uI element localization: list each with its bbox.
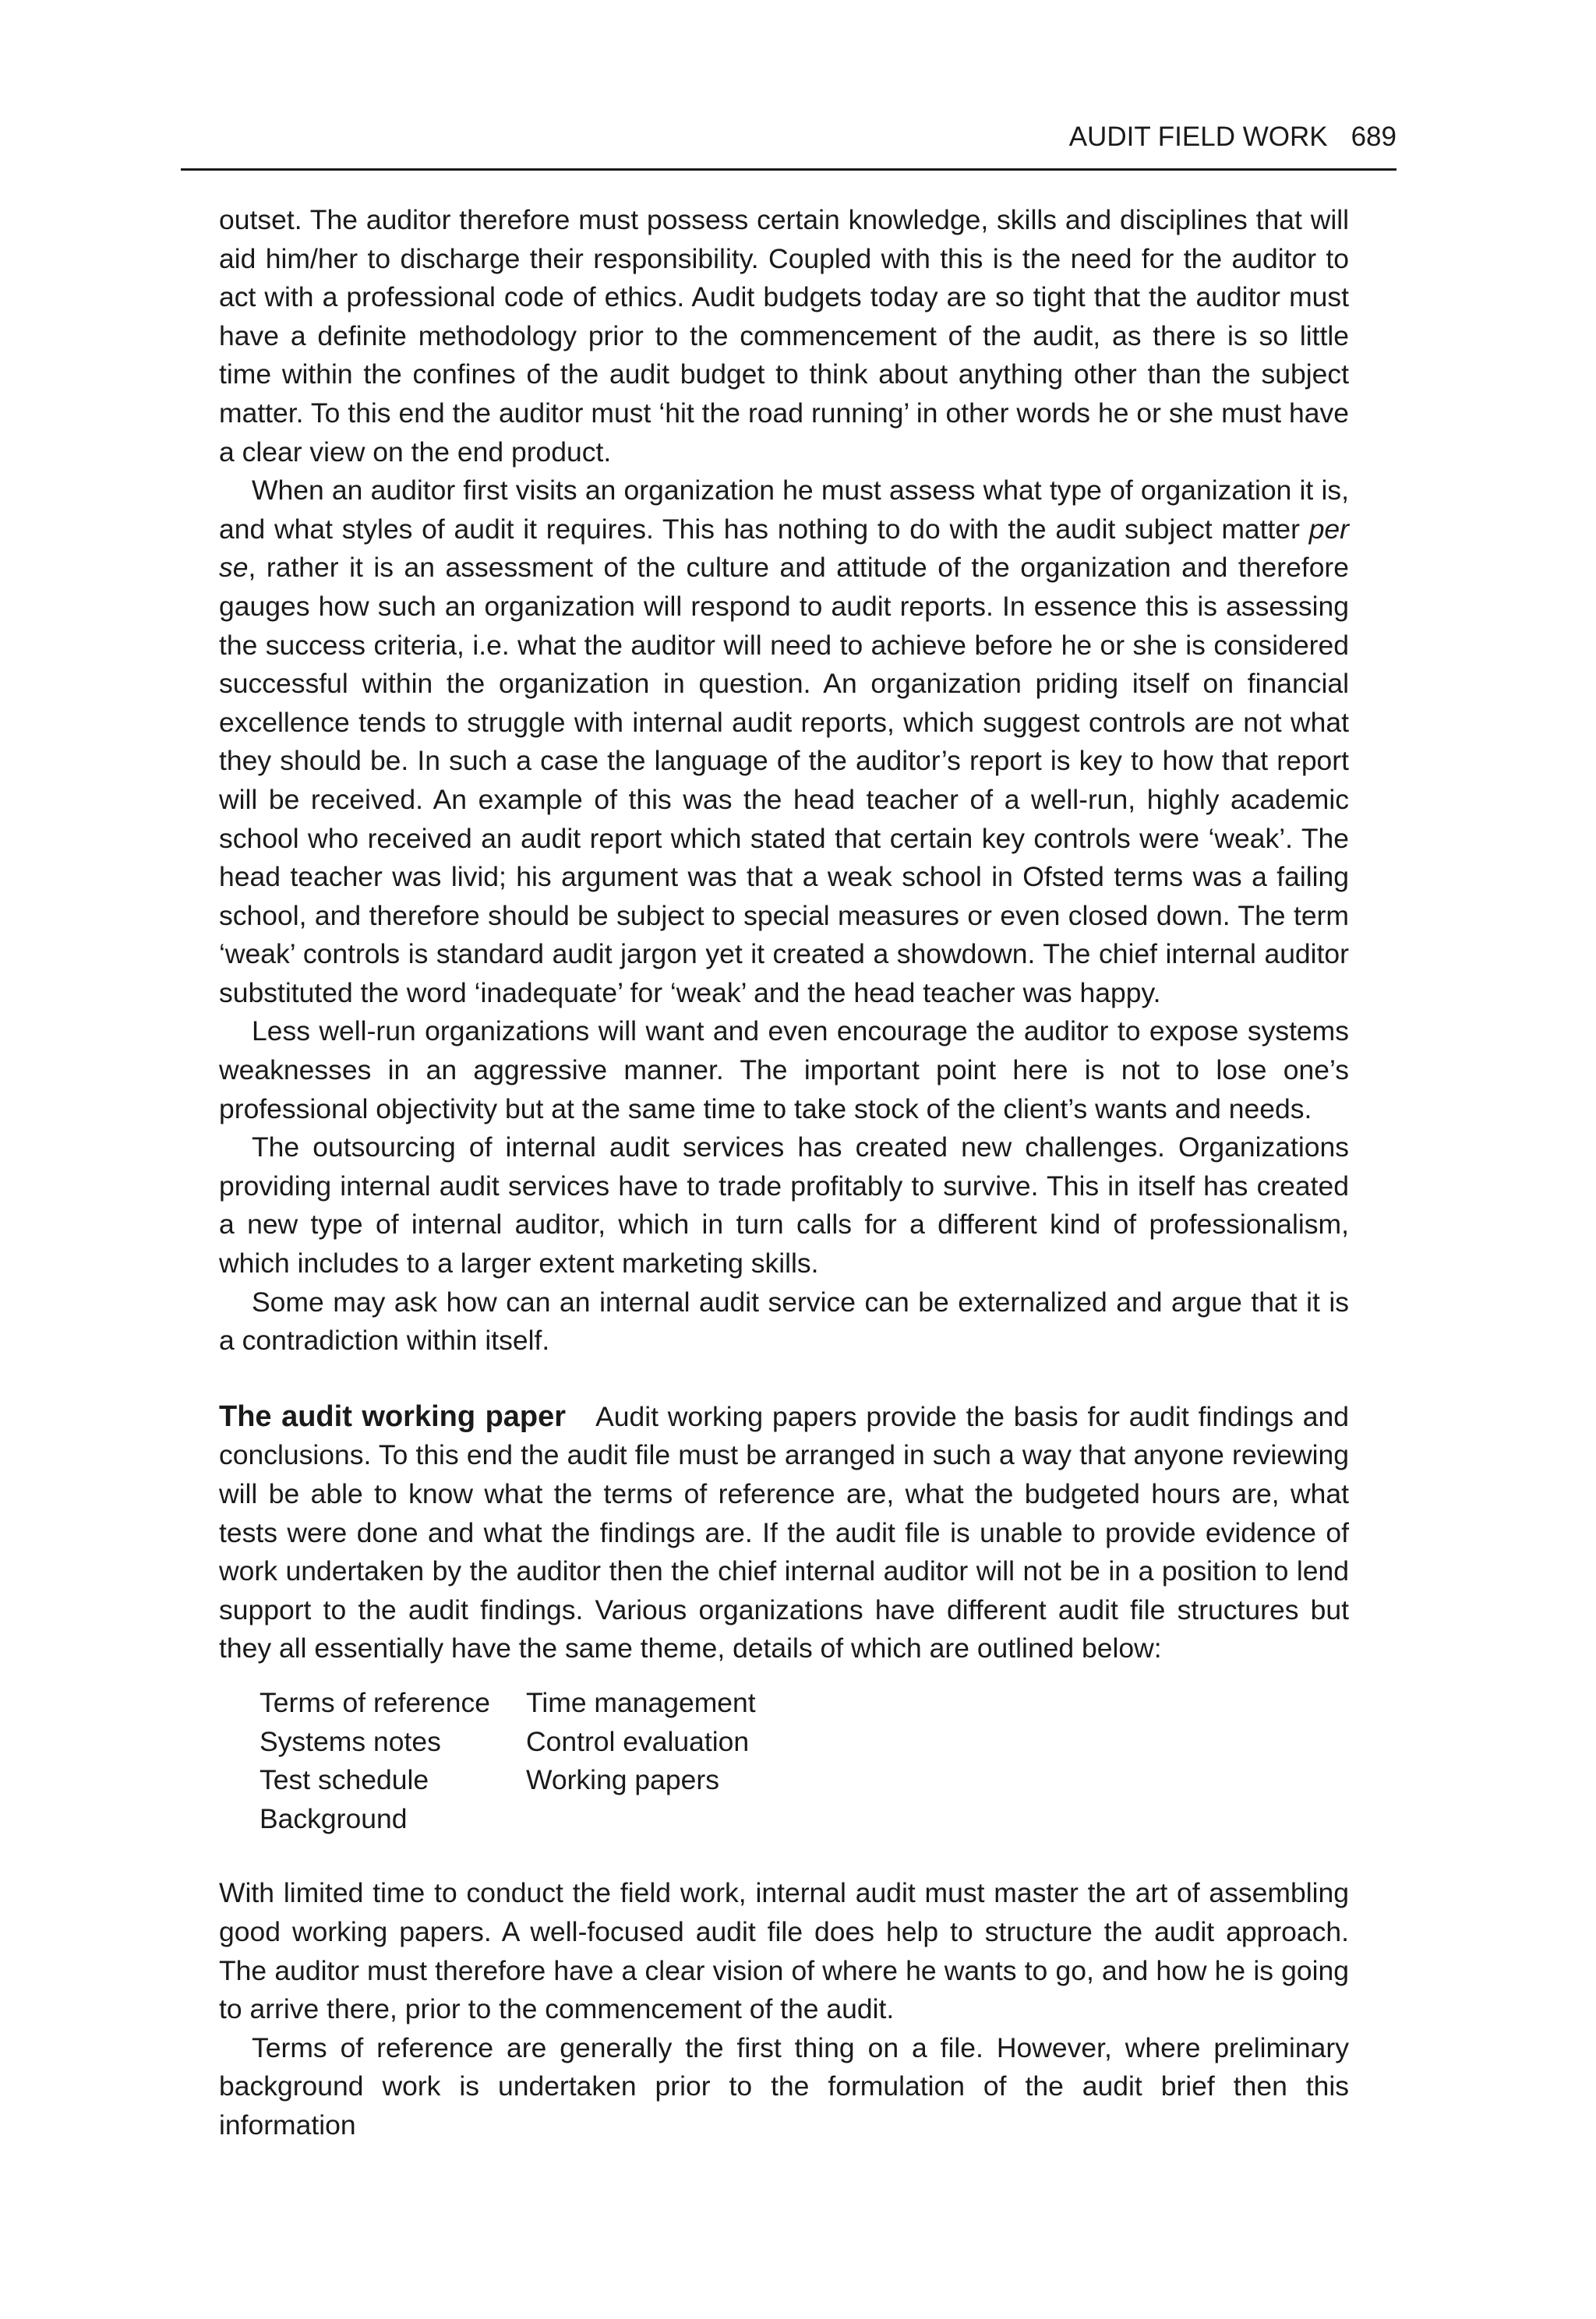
list-item-empty: [526, 1800, 838, 1839]
list-item: Terms of reference: [260, 1686, 490, 1718]
header-rule: [181, 168, 1396, 171]
paragraph: Less well-run organizations will want and even encourage the auditor to expose systems weaknesses in an aggressive manner. The important point here is not to lose one’s professional objectivity but at the same time to take stock of the client’s wants and needs.: [219, 1015, 1349, 1124]
page-number: 689: [1351, 122, 1396, 152]
paragraph: With limited time to conduct the field work, internal audit must master the art of assembling good working papers. A well-focused audit file does help to structure the audit approach. The auditor must therefore have a clear vision of where he wants to go, and how he is going to arrive there, prior to the commencement of the audit.: [219, 1877, 1349, 2025]
list-item: Working papers: [526, 1764, 719, 1796]
paragraph-text: , rather it is an assessment of the culture and attitude of the organization and therefore gauges how such an organization will respond to audit reports. In essence this is assessing the success criteria, i.e. what the auditor will need to achieve before he or she is considered successful within the organization in question. An organization priding itself on financial excellence tends to struggle with internal audit reports, which suggest controls are not what they should be. In such a case the language of the auditor’s report is key to how that report will be received. An example of this was the head teacher of a well-run, highly academic school who received an audit report which stated that certain key controls were ‘weak’. The head teacher was livid; his argument was that a weak school in Ofsted terms was a failing school, and therefore should be subject to special measures or even closed down. The term ‘weak’ controls is standard audit jargon yet it created a showdown. The chief internal auditor substituted the word ‘inadequate’ for ‘weak’ and the head teacher was happy.: [219, 552, 1349, 1008]
section-intro-paragraph: [219, 1398, 1349, 1668]
list-item: Time management: [526, 1686, 756, 1718]
running-header-title: AUDIT FIELD WORK: [1068, 122, 1328, 152]
paragraph: outset. The auditor therefore must possess certain knowledge, skills and disciplines that will aid him/her to discharge their responsibility. Coupled with this is the need for the auditor to act with a professional code of ethics. Audit budgets today are so tight that the auditor must have a definite methodology prior to the commencement of the audit, as there is so little time within the confines of the audit budget to think about anything other than the subject matter. To this end the auditor must ‘hit the road running’ in other words he or she must have a clear view on the end product.: [219, 204, 1349, 468]
section-intro-text: Audit working papers provide the basis for audit findings and conclusions. To this end the audit file must be arranged in such a way that anyone reviewing will be able to know what the terms of reference are, what the budgeted hours are, what tests were done and what the findings are. If the audit file is unable to provide evidence of work undertaken by the auditor then the chief internal auditor will not be in a position to lend support to the audit findings. Various organizations have different audit file structures but they all essentially have the same theme, details of which are outlined below:: [219, 1400, 1349, 1664]
section-heading: The audit working paper: [219, 1400, 567, 1433]
paragraph: Terms of reference are generally the first thing on a file. However, where preliminary background work is undertaken prior to the formulation of the audit brief then this information: [219, 2031, 1349, 2141]
paragraph: [219, 471, 1349, 1012]
paragraph: Some may ask how can an internal audit service can be externalized and argue that it is a contradiction within itself.: [219, 1286, 1349, 1357]
list-item: Control evaluation: [526, 1725, 750, 1757]
paragraph-text: When an auditor first visits an organization he must assess what type of organization it is, and what styles of audit it requires. This has nothing to do with the audit subject matter: [219, 475, 1349, 545]
body-text: [219, 201, 1349, 2145]
italic-term: per se: [219, 513, 1349, 584]
list-item: Test schedule: [260, 1764, 429, 1796]
list-item: Systems notes: [260, 1725, 441, 1757]
audit-file-structure-list: [260, 1684, 1349, 1838]
list-item: Background: [260, 1802, 408, 1834]
paragraph: The outsourcing of internal audit services has created new challenges. Organizations providing internal audit services have to trade profitably to survive. This in itself has created a new type of internal auditor, which in turn calls for a different kind of professionalism, which includes to a larger extent marketing skills.: [219, 1131, 1349, 1280]
running-header: [181, 118, 1396, 156]
